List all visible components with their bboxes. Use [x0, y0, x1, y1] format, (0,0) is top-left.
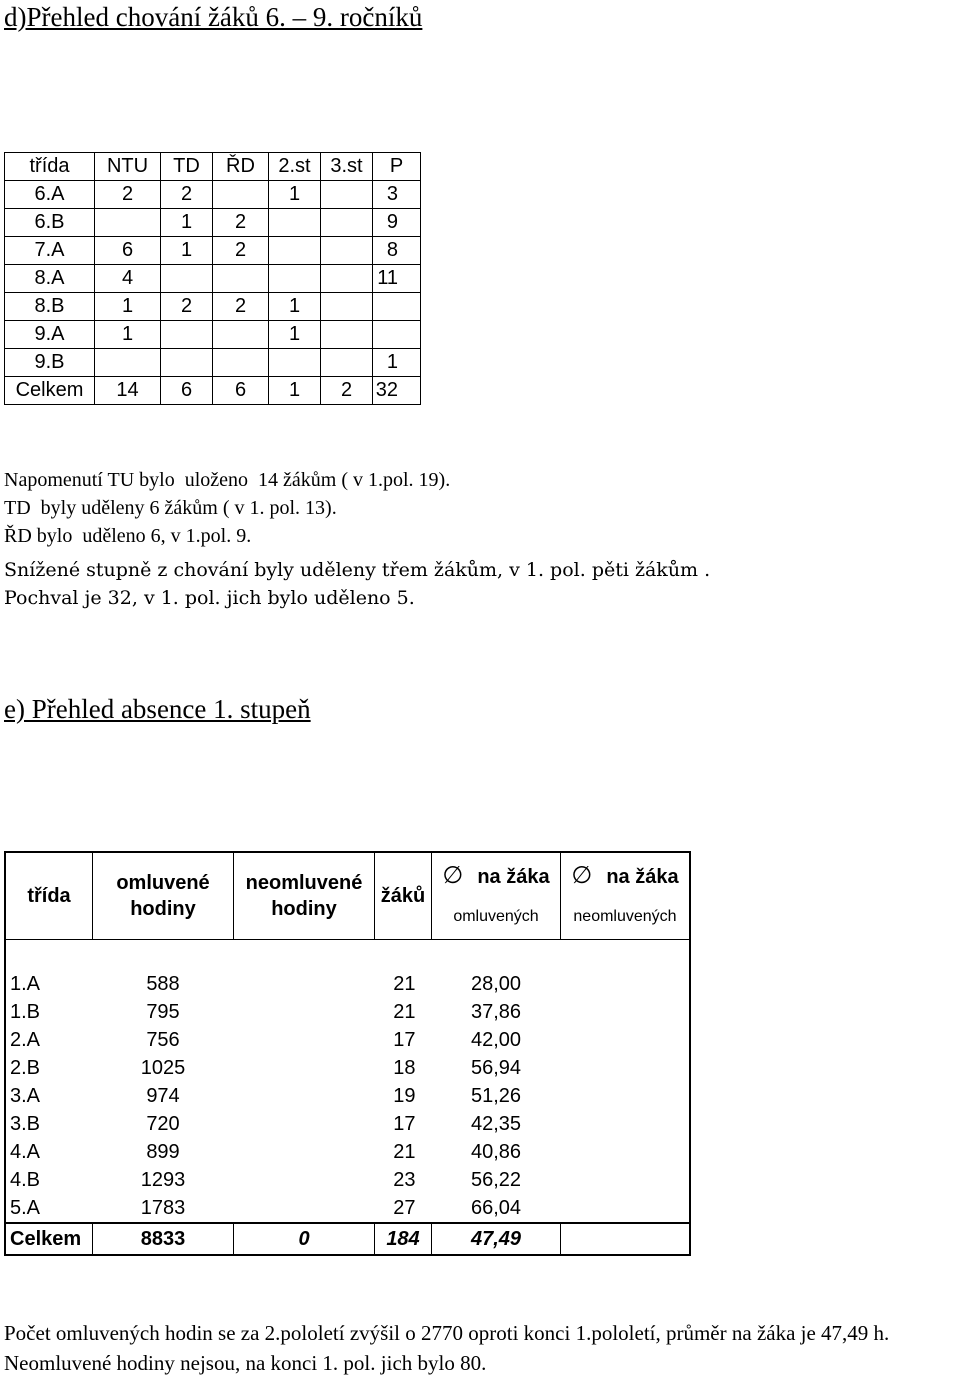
behavior-cell: 1 — [373, 349, 421, 377]
absence-row — [5, 1166, 690, 1194]
behavior-cell: 8.A — [5, 265, 95, 293]
behavior-cell: 8 — [373, 237, 421, 265]
absence-cell: 28,00 — [470, 972, 522, 995]
behavior-cell: 2 — [161, 293, 213, 321]
absence-cell: 1783 — [140, 1196, 186, 1219]
behavior-cell: 1 — [161, 209, 213, 237]
absence-cell — [234, 1054, 375, 1082]
absence-row — [5, 970, 690, 998]
behavior-cell — [269, 237, 321, 265]
behavior-notes-sans — [4, 556, 710, 612]
absence-cell — [561, 1194, 691, 1223]
behavior-header-cell: 3.st — [321, 153, 373, 181]
total-neomluvene: 0 — [234, 1223, 375, 1255]
absence-cell: 66,04 — [470, 1196, 522, 1219]
absence-cell: 21 — [393, 1140, 416, 1163]
behavior-row — [5, 293, 421, 321]
header-neomluvene-line1: neomluvené — [245, 872, 363, 894]
behavior-cell: 32 — [373, 377, 421, 405]
header-neomluvene — [234, 852, 375, 940]
absence-cell — [561, 1138, 691, 1166]
absence-cell: 17 — [393, 1028, 416, 1051]
behavior-row — [5, 349, 421, 377]
absence-cell: 27 — [393, 1196, 416, 1219]
total-avg-omluvene: 47,49 — [432, 1223, 561, 1255]
behavior-cell: 6 — [161, 377, 213, 405]
absence-cell — [561, 1026, 691, 1054]
behavior-cell: Celkem — [5, 377, 95, 405]
behavior-cell — [321, 209, 373, 237]
behavior-cell: 4 — [95, 265, 161, 293]
absence-cell: 56,22 — [470, 1168, 522, 1191]
header-avg-omluvene-sub: omluvených — [453, 907, 539, 925]
behavior-cell: 9 — [373, 209, 421, 237]
absence-cell — [234, 970, 375, 998]
behavior-cell — [373, 321, 421, 349]
header-avg-omluvene — [432, 852, 561, 940]
behavior-header-row — [5, 153, 421, 181]
behavior-cell — [161, 321, 213, 349]
section-e-title: e) Přehled absence 1. stupeň — [4, 694, 311, 724]
behavior-cell — [321, 349, 373, 377]
behavior-cell: 6.B — [5, 209, 95, 237]
behavior-cell: 8.B — [5, 293, 95, 321]
behavior-cell: 14 — [95, 377, 161, 405]
behavior-cell — [269, 265, 321, 293]
behavior-header-cell: 2.st — [269, 153, 321, 181]
absence-cell — [234, 998, 375, 1026]
absence-cell: 18 — [393, 1056, 416, 1079]
behavior-cell — [321, 181, 373, 209]
absence-row — [5, 1026, 690, 1054]
behavior-cell: 2 — [213, 293, 269, 321]
absence-cell: 795 — [146, 1000, 180, 1023]
header-omluvene-line2: hodiny — [130, 898, 196, 920]
behavior-cell — [95, 209, 161, 237]
average-icon: ∅ — [571, 861, 593, 889]
behavior-table — [4, 152, 421, 405]
absence-cell: 1.B — [10, 1000, 41, 1023]
behavior-note-line: ŘD bylo uděleno 6, v 1.pol. 9. — [4, 525, 252, 547]
behavior-cell — [95, 349, 161, 377]
absence-cell: 720 — [146, 1112, 180, 1135]
header-avg-label: na žáka — [606, 865, 679, 888]
absence-cell — [561, 1110, 691, 1138]
behavior-cell: 11 — [373, 265, 421, 293]
absence-cell — [561, 970, 691, 998]
average-icon: ∅ — [442, 861, 464, 889]
behavior-header-cell: třída — [5, 153, 95, 181]
behavior-row — [5, 265, 421, 293]
absence-cell: 3.A — [10, 1084, 41, 1107]
absence-table — [4, 851, 691, 1256]
absence-cell: 1025 — [140, 1056, 186, 1079]
header-trida: třída — [5, 852, 93, 940]
absence-cell — [561, 1166, 691, 1194]
behavior-cell: 7.A — [5, 237, 95, 265]
absence-row — [5, 1110, 690, 1138]
behavior-row — [5, 321, 421, 349]
absence-row — [5, 1194, 690, 1223]
behavior-cell: 6 — [95, 237, 161, 265]
absence-cell — [561, 998, 691, 1026]
header-omluvene — [93, 852, 234, 940]
absence-cell: 56,94 — [470, 1056, 522, 1079]
behavior-row — [5, 209, 421, 237]
behavior-cell: 2 — [95, 181, 161, 209]
absence-cell: 1293 — [140, 1168, 186, 1191]
absence-cell: 17 — [393, 1112, 416, 1135]
behavior-note-line: TD byly uděleny 6 žákům ( v 1. pol. 13). — [4, 497, 337, 519]
absence-cell: 588 — [146, 972, 180, 995]
absence-cell: 3.B — [10, 1112, 41, 1135]
behavior-cell: 6.A — [5, 181, 95, 209]
behavior-cell — [161, 265, 213, 293]
behavior-cell: 9.A — [5, 321, 95, 349]
header-avg-neomluvene-sub: neomluvených — [573, 907, 677, 925]
absence-cell — [234, 1166, 375, 1194]
behavior-cell — [321, 321, 373, 349]
header-avg-neomluvene — [561, 852, 691, 940]
absence-cell: 42,00 — [470, 1028, 522, 1051]
absence-cell — [561, 1054, 691, 1082]
behavior-cell: 6 — [213, 377, 269, 405]
behavior-cell — [321, 293, 373, 321]
absence-cell: 2.B — [10, 1056, 41, 1079]
behavior-cell — [321, 237, 373, 265]
behavior-cell — [269, 349, 321, 377]
absence-header-row — [5, 852, 690, 940]
behavior-note-line: Napomenutí TU bylo uloženo 14 žákům ( v 1.pol. 19). — [4, 469, 451, 491]
absence-cell: 4.A — [10, 1140, 41, 1163]
behavior-cell: 3 — [373, 181, 421, 209]
behavior-cell — [269, 209, 321, 237]
absence-cell: 4.B — [10, 1168, 41, 1191]
absence-cell — [561, 1082, 691, 1110]
total-avg-neomluvene — [561, 1223, 691, 1255]
total-zaku: 184 — [375, 1223, 432, 1255]
behavior-cell: 2 — [321, 377, 373, 405]
behavior-cell: 1 — [269, 377, 321, 405]
absence-cell: 5.A — [10, 1196, 41, 1219]
absence-cell — [234, 1138, 375, 1166]
behavior-header-cell: P — [373, 153, 421, 181]
header-zaku: žáků — [375, 852, 432, 940]
absence-total-row — [5, 1223, 690, 1255]
behavior-cell: 1 — [269, 321, 321, 349]
absence-row — [5, 1054, 690, 1082]
behavior-note-line: Pochval je 32, v 1. pol. jich bylo uděleno 5. — [4, 587, 415, 609]
absence-cell: 37,86 — [470, 1000, 522, 1023]
behavior-cell: 2 — [213, 209, 269, 237]
absence-cell — [234, 1082, 375, 1110]
header-neomluvene-line2: hodiny — [271, 898, 337, 920]
behavior-header-cell: NTU — [95, 153, 161, 181]
absence-cell: 51,26 — [470, 1084, 522, 1107]
absence-cell — [234, 1110, 375, 1138]
header-avg-label: na žáka — [477, 865, 550, 888]
behavior-cell — [161, 349, 213, 377]
header-spacer-row — [5, 940, 690, 971]
behavior-row — [5, 181, 421, 209]
absence-cell: 1.A — [10, 972, 41, 995]
absence-cell: 974 — [146, 1084, 180, 1107]
behavior-header-cell: TD — [161, 153, 213, 181]
behavior-notes-serif — [4, 466, 450, 550]
behavior-cell — [373, 293, 421, 321]
behavior-note-line: Snížené stupně z chování byly uděleny třem žákům, v 1. pol. pěti žákům . — [4, 559, 711, 581]
behavior-cell — [213, 349, 269, 377]
absence-cell — [234, 1026, 375, 1054]
absence-row — [5, 1138, 690, 1166]
behavior-row — [5, 237, 421, 265]
section-d-heading: Přehled chování žáků 6. – 9. ročníků — [26, 2, 423, 32]
absence-row — [5, 998, 690, 1026]
behavior-cell: 1 — [269, 181, 321, 209]
absence-cell: 2.A — [10, 1028, 41, 1051]
behavior-header-cell: ŘD — [213, 153, 269, 181]
behavior-cell: 1 — [95, 293, 161, 321]
behavior-cell: 1 — [269, 293, 321, 321]
section-d-title — [4, 2, 422, 33]
behavior-cell — [213, 321, 269, 349]
absence-cell: 23 — [393, 1168, 416, 1191]
behavior-cell — [213, 265, 269, 293]
absence-row — [5, 1082, 690, 1110]
absence-cell: 756 — [146, 1028, 180, 1051]
section-d-prefix: d) — [4, 2, 27, 32]
behavior-total-row — [5, 377, 421, 405]
behavior-cell: 1 — [161, 237, 213, 265]
absence-cell: 19 — [393, 1084, 416, 1107]
absence-cell — [234, 1194, 375, 1223]
behavior-cell: 2 — [213, 237, 269, 265]
behavior-cell — [213, 181, 269, 209]
absence-cell: 21 — [393, 1000, 416, 1023]
absence-cell: 42,35 — [470, 1112, 522, 1135]
behavior-cell: 1 — [95, 321, 161, 349]
behavior-cell: 9.B — [5, 349, 95, 377]
absence-cell: 21 — [393, 972, 416, 995]
absence-summary: Počet omluvených hodin se za 2.pololetí zvýšil o 2770 oproti konci 1.pololetí, průměr na žáka je 47,49 h. Neomluvené hodiny nejsou, na konci 1. pol. jich bylo 80. — [4, 1321, 890, 1375]
absence-cell: 40,86 — [470, 1140, 522, 1163]
header-omluvene-line1: omluvené — [116, 872, 210, 894]
behavior-cell: 2 — [161, 181, 213, 209]
absence-cell: 899 — [146, 1140, 180, 1163]
total-omluvene: 8833 — [93, 1223, 234, 1255]
behavior-cell — [321, 265, 373, 293]
total-label: Celkem — [5, 1223, 93, 1255]
